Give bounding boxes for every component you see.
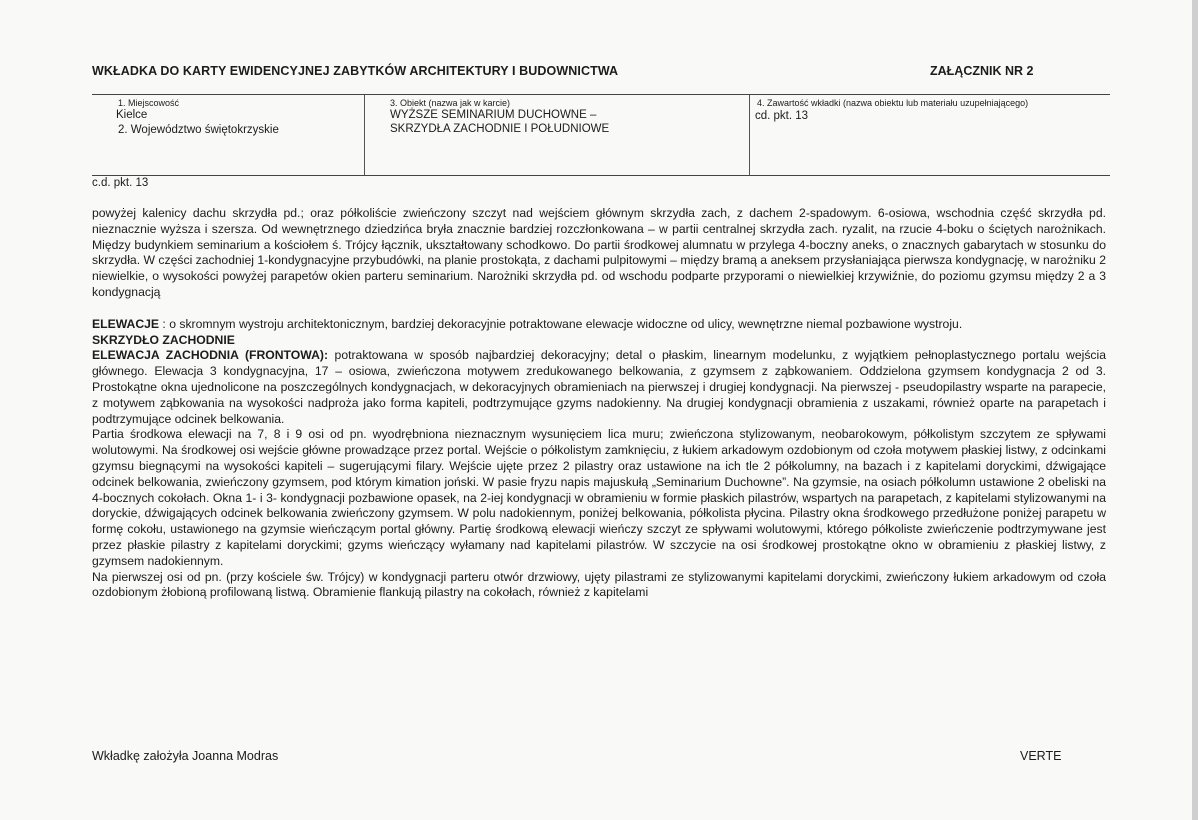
elevations-text: : o skromnym wystroju architektonicznym, bardziej dekoracyjnie potraktowane elewacje widoczne od ulicy, wewnętrzne niemal pozbawione wystroju.: [159, 316, 963, 331]
paragraph-west-elevation: [92, 348, 1106, 427]
west-elevation-heading: ELEWACJA ZACHODNIA (FRONTOWA):: [92, 348, 329, 363]
form-title: WKŁADKA DO KARTY EWIDENCYJNEJ ZABYTKÓW ARCHITEKTURY I BUDOWNICTWA: [92, 64, 619, 78]
info-table: [92, 94, 1110, 176]
content-label: 4. Zawartość wkładki (nazwa obiektu lub materiału uzupełniającego): [757, 98, 1029, 108]
continuation-ref: c.d. pkt. 13: [92, 177, 149, 189]
info-cell-object: [364, 95, 750, 175]
object-value-line1: WYŻSZE SEMINARIUM DUCHOWNE –: [390, 109, 597, 121]
west-elevation-text: potraktowana w sposób najbardziej dekoracyjny; detal o płaskim, linearnym modelunku, z wyjątkiem pełnoplastycznego portalu wejścia głównego. Elewacja 3 kondygnacyjna, 17 – osiowa, zwieńczona motywem zredukowanego belkowania, z gzymsem z ząbkowaniem. Oddzielona gzymsem kondygnacja 2 od 3. Prostokątne okna ujednolicone na poszczególnych kondygnacjach, w dekoracyjnych obramieniach na pierwszej i drugiej kondygnacji. Na pierwszej - pseudopilastry wsparte na parapecie, z motywem ząbkowania na wysokości nadproża jako forma kapiteli, podtrzymujące gzyms nadokienny. Na drugiej kondygnacji obramienia z uszakami, również oparte na parapetach i podtrzymujące odcinek belkowania.: [92, 348, 1106, 426]
annex-label: ZAŁĄCZNIK NR 2: [930, 64, 1034, 78]
content-value: cd. pkt. 13: [755, 110, 809, 122]
object-value-line2: SKRZYDŁA ZACHODNIE I POŁUDNIOWE: [390, 123, 610, 135]
body-text: [92, 206, 1106, 601]
paragraph-north-axis: Na pierwszej osi od pn. (przy kościele św. Trójcy) w kondygnacji parteru otwór drzwiowy, ujęty pilastrami ze stylizowanymi kapitelami doryckimi, zwieńczony łukiem arkadowym od czoła ozdobionym żłobioną profilowaną listwą. Obramienie flankują pilastry na cokołach, również z kapitelami: [92, 569, 1106, 600]
paragraph-center: Partia środkowa elewacji na 7, 8 i 9 osi od pn. wyodrębniona nieznacznym wysunięciem lica muru; zwieńczona stylizowanym, neobarokowym, półkolistym szczytem ze spływami wolutowymi. Na środkowej osi wejście główne prowadzące przez portal. Wejście o półkolistym zamknięciu, z łukiem arkadowym ozdobionym od czoła motywem płaskiej listwy, z odcinkami gzymsu biegnącymi na wysokości kapiteli – sugerującymi filary. Wejście ujęte przez 2 pilastry oraz ustawione na ich tle 2 półkolumny, na bazach i z kapitelami doryckimi, dźwigające odcinek belkowania, zwieńczony gzymsem, pod którym kimation joński. W pasie fryzu napis majuskułą „Seminarium Duchowne”. Na gzymsie, na osiach półkolumn ustawione 2 obeliski na 4-bocznych cokołach. Okna 1- i 3- kondygnacji pozbawione opasek, na 2-iej kondygnacji w obramieniu w formie płaskich pilastrów, wspartych na parapetach, z kapitelami stylizowanymi na doryckie, dźwigających odcinek belkowania zwieńczony gzymsem. W polu nadokiennym, poniżej belkowania, półkolista płycina. Pilastry okna środkowego przedłużone poniżej parapetu w formę cokołu, ustawionego na gzymsie wieńczącym portal główny. Partię środkową elewacji wieńczy szczyt ze spływami wolutowymi, którego półkoliste zwieńczenie podtrzymywane jest przez płaskie pilastry z kapitelami doryckimi; gzyms wieńczący wyłamany nad kapitelami pilastrów. W szczycie na osi środkowej prostokątne okno w obramieniu z płaskiej listwy, z gzymsem nadokiennym.: [92, 427, 1106, 568]
west-wing-heading: SKRZYDŁO ZACHODNIE: [92, 332, 235, 347]
object-label: 3. Obiekt (nazwa jak w karcie): [390, 98, 511, 108]
place-label: 1. Miejscowość: [118, 98, 180, 108]
elevations-heading: ELEWACJE: [92, 316, 160, 331]
author-note: Wkładkę założyła Joanna Modras: [92, 749, 279, 763]
verte-label: VERTE: [1020, 749, 1062, 763]
info-cell-content: [749, 95, 1110, 175]
paragraph-elevations: [92, 317, 1106, 333]
page-edge: [1192, 0, 1198, 820]
voivodeship-label: 2. Województwo świętokrzyskie: [118, 124, 279, 136]
info-cell-place: [92, 95, 365, 175]
paragraph-massing: powyżej kalenicy dachu skrzydła pd.; oraz półkoliście zwieńczony szczyt nad wejściem głównym skrzydła zach, z dachem 2-spadowym. 6-osiowa, wschodnia część skrzydła pd. nieznacznie wyższa i szersza. Od wewnętrznego dziedzińca bryła znacznie bardziej rozczłonkowana – w partii centralnej skrzydła zach. ryzalit, na rzucie 4-boku o ściętych narożnikach. Między budynkiem seminarium a kościołem ś. Trójcy łącznik, ukształtowany schodkowo. Do partii środkowej alumnatu w przylega 4-boczny aneks, o znacznych gabarytach w stosunku do skrzydła. W części zachodniej 1-kondygnacyjne przybudówki, na planie prostokąta, z dachami pulpitowymi – między bramą a aneksem przysłaniająca pierwsza kondygnację, w narożniku 2 niewielkie, o wysokości powyżej parapetów okien parteru seminarium. Narożniki skrzydła pd. od wschodu podparte przyporami o niewielkiej krzywiźnie, do poziomu gzymsu między 2 a 3 kondygnacją: [92, 206, 1106, 299]
place-value: Kielce: [116, 109, 148, 121]
